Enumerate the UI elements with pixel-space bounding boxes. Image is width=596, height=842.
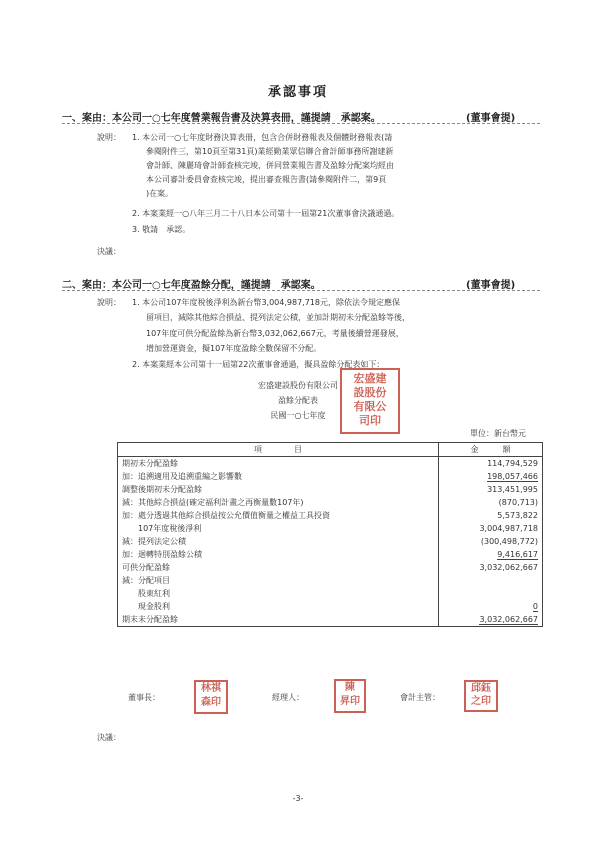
section1-item-line: 會計師、陳麗琦會計師查核完竣，併同營業報告書及盈餘分配案均經由 [146, 161, 394, 170]
manager-seal: 陳 昇印 [334, 679, 366, 713]
section2-label: 說明： [97, 298, 121, 307]
company-name: 宏盛建設股份有限公司 [258, 381, 338, 390]
table-row: 加：處分透過其他綜合損益按公允價值衡量之權益工具投資 5,573,822 [118, 509, 543, 522]
section2-item-line: 1. 本公司107年度稅後淨利為新台幣3,004,987,718元，除依法令規定應保 [132, 298, 400, 307]
section2-item-line: 增加營運資金，擬107年度盈餘全數保留不分配。 [146, 344, 322, 353]
column-header-amount: 金 額 [439, 443, 543, 457]
table-row: 調整後期初未分配盈餘 313,451,995 [118, 483, 543, 496]
chairman-seal: 林祺 森印 [194, 680, 228, 714]
section1-item-line: 1. 本公司一○七年度財務決算表冊，包含合併財務報表及個體財務報表(請 [132, 133, 393, 142]
table-row: 減：提列法定公積 (300,498,772) [118, 535, 543, 548]
accountant-seal: 邱鈺 之印 [464, 680, 498, 712]
section1-item-line: 2. 本案業經一○八年三月二十八日本公司第十一屆第21次董事會決議通過。 [132, 209, 400, 218]
section1-item-line: )在案。 [146, 189, 174, 198]
chairman-label: 董事長： [128, 693, 160, 702]
table-row: 現金股利 0 [118, 600, 543, 613]
section2-resolution: 決議： [97, 733, 121, 742]
section1-item-line: 參閱附件三，第10頁至第31頁)業經勤業眾信聯合會計師事務所謝建新 [146, 147, 394, 156]
section2-divider [62, 290, 540, 291]
table-row: 股東紅利 [118, 587, 543, 600]
table-row: 加：迴轉特別盈餘公積 9,416,617 [118, 548, 543, 561]
section1-item-line: 本公司審計委員會查核完竣，提出審查報告書(請參閱附件二，第9頁 [146, 175, 387, 184]
accountant-label: 會計主管： [400, 693, 440, 702]
manager-label: 經理人： [272, 693, 304, 702]
section1-tag: (董事會提) [466, 113, 516, 124]
page-title: 承認事項 [267, 85, 328, 100]
table-row: 期末未分配盈餘 3,032,062,667 [118, 613, 543, 627]
table-title: 盈餘分配表 [278, 396, 318, 405]
section1-heading: 一、案由：本公司一○七年度營業報告書及決算表冊，謹提請 承認案。 [62, 113, 381, 124]
company-seal: 宏盛建 設股份 有限公 司印 [340, 368, 400, 434]
table-period: 民國一○七年度 [270, 411, 326, 420]
section1-label: 說明： [97, 133, 121, 142]
section1-divider [62, 123, 540, 124]
table-row: 可供分配盈餘 3,032,062,667 [118, 561, 543, 574]
section1-item-line: 3. 敬請 承認。 [132, 225, 191, 234]
table-row: 減：分配項目 [118, 574, 543, 587]
section2-item-line: 留項目，減除其他綜合損益、提列法定公積，並加計期初未分配盈餘等後， [146, 313, 410, 322]
section1-resolution: 決議： [97, 247, 121, 256]
earnings-distribution-table [117, 442, 543, 627]
column-header-item: 項 目 [118, 443, 439, 457]
table-row: 期初未分配盈餘 114,794,529 [118, 457, 543, 471]
table-row: 減：其他綜合損益(確定福利計畫之再衡量數107年) (870,713) [118, 496, 543, 509]
table-row: 107年度稅後淨利 3,004,987,718 [118, 522, 543, 535]
table-row: 加：追溯適用及追溯重編之影響數 198,057,466 [118, 470, 543, 483]
unit-label: 單位：新台幣元 [470, 429, 526, 438]
section2-heading: 二、案由：本公司一○七年度盈餘分配，謹提請 承認案。 [62, 280, 321, 291]
section2-tag: (董事會提) [466, 280, 516, 291]
page-number: -3- [292, 794, 304, 803]
section2-item-line: 2. 本案業經本公司第十一屆第22次董事會通過，擬具盈餘分配表如下： [132, 360, 385, 369]
section2-item-line: 107年度可供分配盈餘為新台幣3,032,062,667元，考量後續營運發展， [146, 329, 404, 338]
